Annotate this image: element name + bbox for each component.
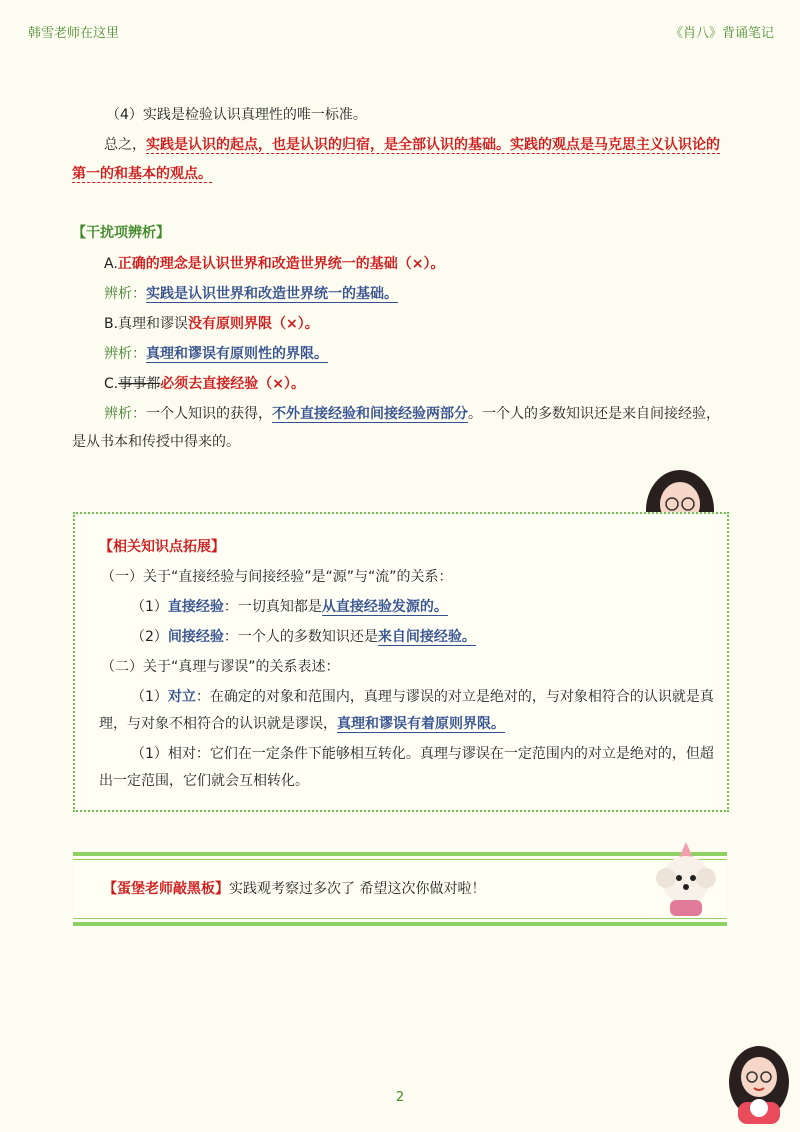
s1-1-num: （1） xyxy=(131,599,168,615)
item-c-red: 必须去直接经验（×）。 xyxy=(160,376,305,392)
s2-1-num: （1） xyxy=(131,689,168,705)
item-a-text: 正确的理念是认识世界和改造世界统一的基础（×）。 xyxy=(117,256,445,272)
extension-s2-1 xyxy=(131,686,741,708)
s2-1-text2: 理，与对象不相符合的认识就是谬误， xyxy=(99,716,337,732)
extension-s1-1 xyxy=(131,596,741,618)
item-a-explain xyxy=(104,283,764,305)
tip-banner xyxy=(73,852,727,926)
summary-red-2: 第一的和基本的观点。 xyxy=(72,166,212,182)
page-number: 2 xyxy=(395,1090,405,1105)
item-c-text-2: 。一个人的多数知识还是来自间接经验， xyxy=(468,406,720,422)
explain-label: 辨析： xyxy=(104,406,146,422)
item-c-strike: 事事都 xyxy=(118,376,161,392)
point-4: （4）实践是检验认识真理性的唯一标准。 xyxy=(106,107,367,123)
tip-text: 实践观考察过多次了 希望这次你做对啦！ xyxy=(229,881,486,897)
header-right: 《肖八》背诵笔记 xyxy=(669,26,774,41)
item-b-prefix: B.真理和谬误 xyxy=(104,316,189,332)
s1-2-blue: 来自间接经验。 xyxy=(377,629,476,645)
explain-label: 辨析： xyxy=(104,346,146,362)
teacher-avatar-bottom-icon xyxy=(724,1044,794,1126)
summary-lead: 总之， xyxy=(104,137,146,153)
item-c-explain-1 xyxy=(104,403,764,425)
s2-1-text: ：在确定的对象和范围内，真理与谬误的对立是绝对的，与对象相符合的认识就是真 xyxy=(195,689,714,705)
analysis-title: 【干扰项辨析】 xyxy=(72,225,170,241)
item-c xyxy=(104,373,764,395)
explain-label: 辨析： xyxy=(104,286,146,302)
tip-line xyxy=(103,878,485,898)
item-b-explain xyxy=(104,343,764,365)
item-a xyxy=(104,253,764,275)
item-b-explain-text: 真理和谬误有原则性的界限。 xyxy=(146,346,328,362)
extension-s2-2: （1）相对：它们在一定条件下能够相互转化。真理与谬误在一定范围内的对立是绝对的，但超 xyxy=(131,746,714,762)
extension-s2-2-cont: 出一定范围，它们就会互相转化。 xyxy=(99,773,309,789)
tip-label: 【蛋堡老师敲黑板】 xyxy=(103,881,229,897)
item-c-explain-2: 是从书本和传授中得来的。 xyxy=(72,434,240,450)
extension-s2-1-cont xyxy=(99,713,709,735)
extension-title: 【相关知识点拓展】 xyxy=(99,539,225,555)
summary-red-1: 实践是认识的起点，也是认识的归宿，是全部认识的基础。实践的观点是马克思主义认识论的 xyxy=(146,137,720,153)
summary-line-1 xyxy=(104,134,764,156)
extension-s2: （二）关于“真理与谬误”的关系表述： xyxy=(101,659,340,675)
extension-box xyxy=(73,512,729,812)
header-left: 韩雪老师在这里 xyxy=(28,26,120,41)
s1-1-mid: ：一切真知都是 xyxy=(223,599,322,615)
item-b-red: 没有原则界限（×）。 xyxy=(188,316,319,332)
item-b xyxy=(104,313,764,335)
dog-icon xyxy=(650,840,722,920)
s1-2-num: （2） xyxy=(131,629,168,645)
item-c-text-1: 一个人知识的获得， xyxy=(146,406,272,422)
extension-s1: （一）关于“直接经验与间接经验”是“源”与“流”的关系： xyxy=(101,569,453,585)
item-c-prefix: C. xyxy=(104,376,119,392)
summary-line-2 xyxy=(72,163,732,185)
s1-1-blue: 从直接经验发源的。 xyxy=(321,599,448,615)
s1-2-mid: ：一个人的多数知识还是 xyxy=(223,629,378,645)
s1-1-term: 直接经验 xyxy=(167,599,224,615)
item-a-explain-text: 实践是认识世界和改造世界统一的基础。 xyxy=(146,286,398,302)
s1-2-term: 间接经验 xyxy=(167,629,224,645)
item-c-blue: 不外直接经验和间接经验两部分 xyxy=(272,406,468,422)
extension-s1-2 xyxy=(131,626,741,648)
item-a-prefix: A. xyxy=(104,256,118,272)
s2-1-blue: 真理和谬误有着原则界限。 xyxy=(337,716,505,732)
s2-1-term: 对立 xyxy=(167,689,196,705)
